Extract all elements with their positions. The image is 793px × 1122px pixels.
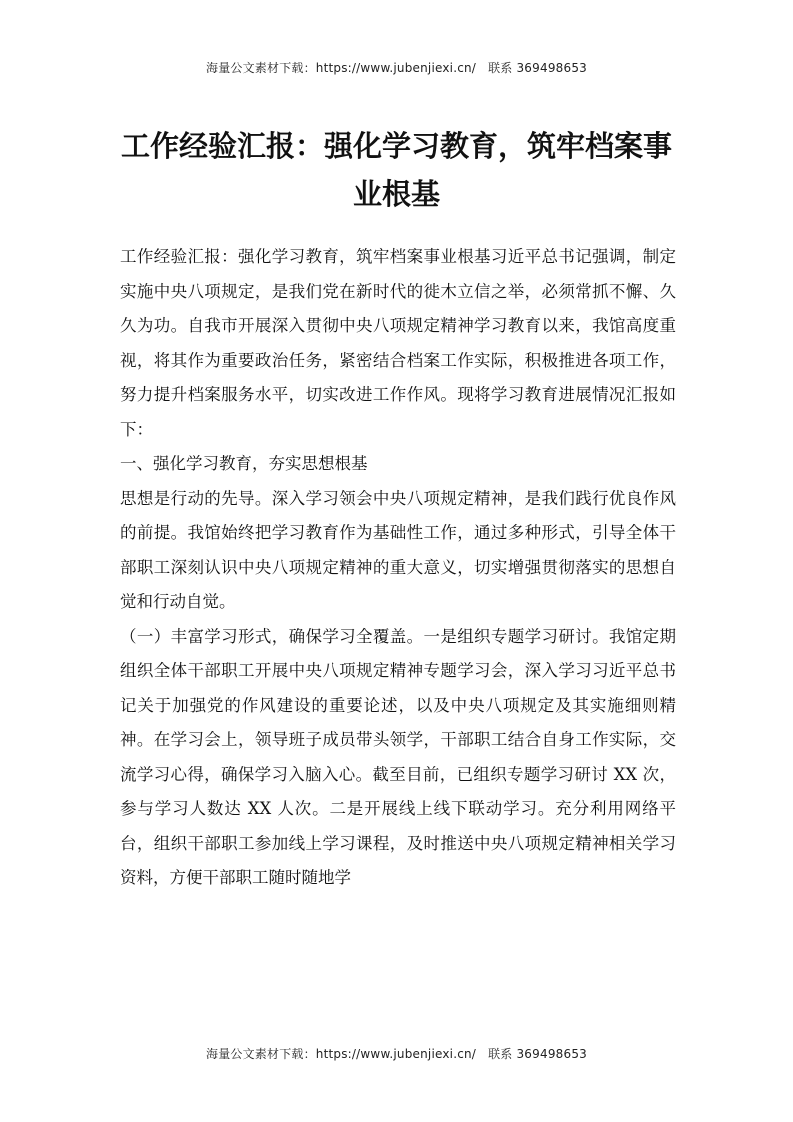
section-1-paragraph: 思想是行动的先导。深入学习领会中央八项规定精神，是我们践行优良作风的前提。我馆始终把学习教育作为基础性工作，通过多种形式，引导全体干部职工深刻认识中央八项规定精神的重大意义，切实增强贯彻落实的思想自觉和行动自觉。 (120, 488, 676, 611)
document-body (120, 240, 676, 896)
footer-contact-text: 联系 369498653 (488, 1047, 587, 1061)
header-download-text: 海量公文素材下载：https://www.jubenjiexi.cn/ (206, 61, 477, 75)
page-header (0, 59, 793, 76)
section-heading-1: 一、强化学习教育，夯实思想根基 (120, 454, 368, 473)
subsection-1-paragraph: （一）丰富学习形式，确保学习全覆盖。一是组织专题学习研讨。我馆定期组织全体干部职工开展中央八项规定精神专题学习会，深入学习习近平总书记关于加强党的作风建设的重要论述，以及中央八项规定及其实施细则精神。在学习会上，领导班子成员带头领学，干部职工结合自身工作实际，交流学习心得，确保学习入脑入心。截至目前，已组织专题学习研讨 XX 次，参与学习人数达 XX 人次。二是开展线上线下联动学习。充分利用网络平台，组织干部职工参加线上学习课程，及时推送中央八项规定精神相关学习资料，方便干部职工随时随地学 (120, 626, 676, 887)
page-footer (0, 1045, 793, 1062)
intro-paragraph: 工作经验汇报：强化学习教育，筑牢档案事业根基习近平总书记强调，制定实施中央八项规定，是我们党在新时代的徙木立信之举，必须常抓不懈、久久为功。自我市开展深入贯彻中央八项规定精神学习教育以来，我馆高度重视，将其作为重要政治任务，紧密结合档案工作实际，积极推进各项工作，努力提升档案服务水平，切实改进工作作风。现将学习教育进展情况汇报如下： (120, 247, 676, 439)
document-title: 工作经验汇报：强化学习教育，筑牢档案事业根基 (120, 129, 672, 211)
header-contact-text: 联系 369498653 (488, 61, 587, 75)
footer-download-text: 海量公文素材下载：https://www.jubenjiexi.cn/ (206, 1047, 477, 1061)
